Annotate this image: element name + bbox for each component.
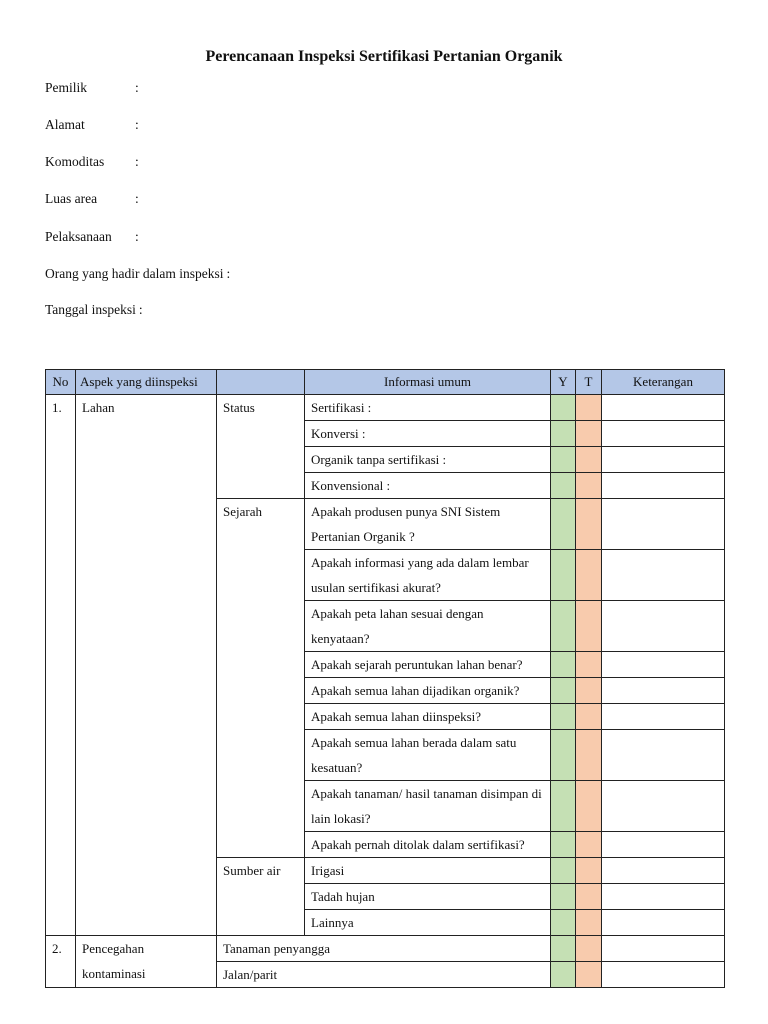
- checkbox-t-cell[interactable]: [576, 395, 602, 421]
- keterangan-cell[interactable]: [602, 781, 725, 832]
- inspection-table: [45, 369, 725, 988]
- question-cell: Sertifikasi :: [305, 395, 551, 421]
- question-cell: Lainnya: [305, 910, 551, 936]
- checkbox-t-cell[interactable]: [576, 910, 602, 936]
- keterangan-cell[interactable]: [602, 652, 725, 678]
- keterangan-cell[interactable]: [602, 910, 725, 936]
- field-label: Pemilik: [45, 80, 88, 95]
- checkbox-y-cell[interactable]: [551, 910, 576, 936]
- question-cell: Jalan/parit: [217, 962, 551, 988]
- checkbox-y-cell[interactable]: [551, 936, 576, 962]
- field-pemilik: [45, 78, 139, 98]
- checkbox-y-cell[interactable]: [551, 962, 576, 988]
- checkbox-y-cell[interactable]: [551, 421, 576, 447]
- checkbox-t-cell[interactable]: [576, 936, 602, 962]
- header-y: Y: [551, 370, 576, 395]
- header-informasi: Informasi umum: [305, 370, 551, 395]
- question-cell: Apakah peta lahan sesuai dengan kenyataan?: [305, 601, 551, 652]
- keterangan-cell[interactable]: [602, 730, 725, 781]
- keterangan-cell[interactable]: [602, 601, 725, 652]
- keterangan-cell[interactable]: [602, 884, 725, 910]
- aspect-cell: Lahan: [76, 395, 217, 936]
- table-row: [46, 395, 725, 421]
- field-label: Tanggal inspeksi: [45, 302, 136, 317]
- table-row: [46, 936, 725, 962]
- question-cell: Apakah semua lahan berada dalam satu kesatuan?: [305, 730, 551, 781]
- checkbox-y-cell[interactable]: [551, 601, 576, 652]
- question-cell: Apakah produsen punya SNI Sistem Pertanian Organik ?: [305, 499, 551, 550]
- checkbox-t-cell[interactable]: [576, 601, 602, 652]
- checkbox-y-cell[interactable]: [551, 395, 576, 421]
- checkbox-t-cell[interactable]: [576, 832, 602, 858]
- keterangan-cell[interactable]: [602, 550, 725, 601]
- header-no: No: [46, 370, 76, 395]
- subaspect-cell: Sumber air: [217, 858, 305, 936]
- question-cell: Tadah hujan: [305, 884, 551, 910]
- field-luas-area: [45, 189, 139, 209]
- question-cell: Organik tanpa sertifikasi :: [305, 447, 551, 473]
- question-cell: Apakah tanaman/ hasil tanaman disimpan di lain lokasi?: [305, 781, 551, 832]
- field-colon: :: [135, 191, 139, 206]
- row-number: 1.: [46, 395, 76, 936]
- checkbox-t-cell[interactable]: [576, 550, 602, 601]
- checkbox-y-cell[interactable]: [551, 499, 576, 550]
- question-cell: Irigasi: [305, 858, 551, 884]
- question-cell: Apakah sejarah peruntukan lahan benar?: [305, 652, 551, 678]
- field-label: Orang yang hadir dalam inspeksi: [45, 266, 224, 281]
- checkbox-y-cell[interactable]: [551, 832, 576, 858]
- keterangan-cell[interactable]: [602, 858, 725, 884]
- question-cell: Konversi :: [305, 421, 551, 447]
- checkbox-y-cell[interactable]: [551, 652, 576, 678]
- field-label: Alamat: [45, 117, 85, 132]
- question-cell: Apakah semua lahan dijadikan organik?: [305, 678, 551, 704]
- table-body: [46, 395, 725, 988]
- header-aspek: Aspek yang diinspeksi: [76, 370, 217, 395]
- checkbox-t-cell[interactable]: [576, 473, 602, 499]
- question-cell: Tanaman penyangga: [217, 936, 551, 962]
- checkbox-y-cell[interactable]: [551, 473, 576, 499]
- header-keterangan: Keterangan: [602, 370, 725, 395]
- keterangan-cell[interactable]: [602, 421, 725, 447]
- checkbox-y-cell[interactable]: [551, 858, 576, 884]
- keterangan-cell[interactable]: [602, 473, 725, 499]
- keterangan-cell[interactable]: [602, 395, 725, 421]
- checkbox-t-cell[interactable]: [576, 678, 602, 704]
- header-sub: [217, 370, 305, 395]
- table-header-row: [46, 370, 725, 395]
- keterangan-cell[interactable]: [602, 832, 725, 858]
- checkbox-t-cell[interactable]: [576, 730, 602, 781]
- keterangan-cell[interactable]: [602, 499, 725, 550]
- keterangan-cell[interactable]: [602, 936, 725, 962]
- keterangan-cell[interactable]: [602, 678, 725, 704]
- keterangan-cell[interactable]: [602, 447, 725, 473]
- question-cell: Apakah pernah ditolak dalam sertifikasi?: [305, 832, 551, 858]
- subaspect-cell: Sejarah: [217, 499, 305, 858]
- field-colon: :: [135, 154, 139, 169]
- checkbox-t-cell[interactable]: [576, 652, 602, 678]
- field-alamat: [45, 115, 139, 135]
- field-label: Luas area: [45, 191, 98, 206]
- checkbox-t-cell[interactable]: [576, 884, 602, 910]
- question-cell: Apakah informasi yang ada dalam lembar usulan sertifikasi akurat?: [305, 550, 551, 601]
- field-tanggal-inspeksi: [45, 300, 143, 320]
- header-t: T: [576, 370, 602, 395]
- question-cell: Apakah semua lahan diinspeksi?: [305, 704, 551, 730]
- subaspect-cell: Status: [217, 395, 305, 499]
- keterangan-cell[interactable]: [602, 962, 725, 988]
- checkbox-y-cell[interactable]: [551, 730, 576, 781]
- field-colon: :: [135, 229, 139, 244]
- row-number: 2.: [46, 936, 76, 988]
- checkbox-t-cell[interactable]: [576, 421, 602, 447]
- checkbox-t-cell[interactable]: [576, 781, 602, 832]
- keterangan-cell[interactable]: [602, 704, 725, 730]
- field-pelaksanaan: [45, 227, 139, 247]
- checkbox-y-cell[interactable]: [551, 678, 576, 704]
- checkbox-y-cell[interactable]: [551, 884, 576, 910]
- checkbox-t-cell[interactable]: [576, 962, 602, 988]
- checkbox-t-cell[interactable]: [576, 704, 602, 730]
- checkbox-y-cell[interactable]: [551, 781, 576, 832]
- field-colon: :: [226, 266, 231, 281]
- field-komoditas: [45, 152, 139, 172]
- field-orang-hadir: [45, 264, 230, 284]
- field-colon: :: [138, 302, 143, 317]
- checkbox-y-cell[interactable]: [551, 550, 576, 601]
- checkbox-t-cell[interactable]: [576, 447, 602, 473]
- field-colon: :: [135, 80, 139, 95]
- checkbox-t-cell[interactable]: [576, 858, 602, 884]
- checkbox-t-cell[interactable]: [576, 499, 602, 550]
- checkbox-y-cell[interactable]: [551, 704, 576, 730]
- checkbox-y-cell[interactable]: [551, 447, 576, 473]
- field-label: Komoditas: [45, 154, 105, 169]
- question-cell: Konvensional :: [305, 473, 551, 499]
- field-label: Pelaksanaan: [45, 229, 112, 244]
- field-colon: :: [135, 117, 139, 132]
- aspect-cell: Pencegahan kontaminasi: [76, 936, 217, 988]
- document-title: Perencanaan Inspeksi Sertifikasi Pertanian Organik: [205, 48, 563, 65]
